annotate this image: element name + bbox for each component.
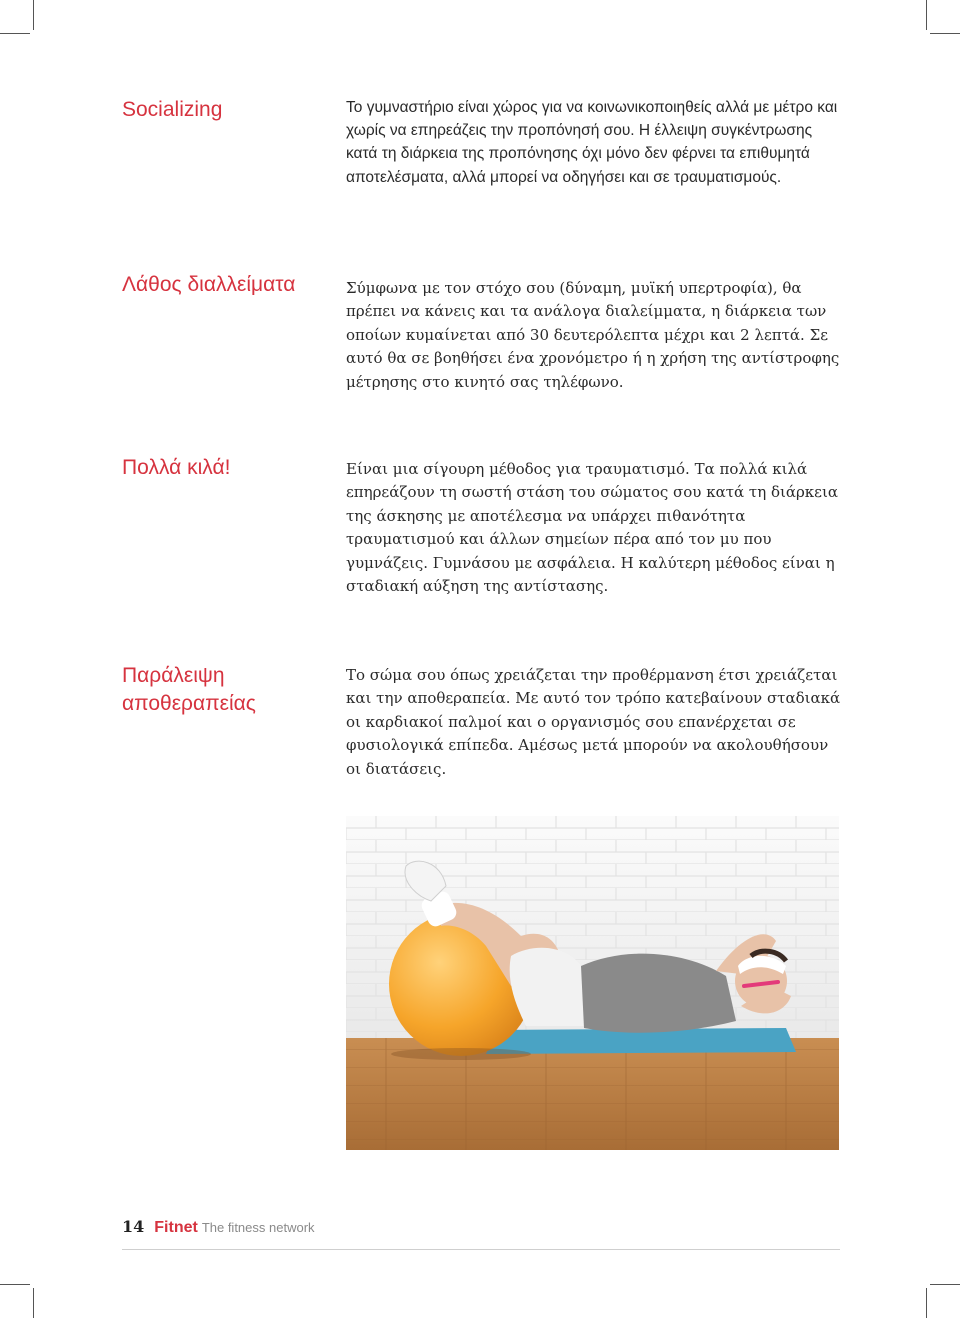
brand-name: Fitnet [154, 1219, 198, 1236]
section-heading: Παράλειψη αποθεραπείας [122, 664, 256, 715]
crop-mark [926, 0, 927, 30]
crop-mark [930, 33, 960, 34]
crop-mark [0, 1284, 30, 1285]
section-heading: Socializing [122, 98, 223, 121]
crop-mark [33, 1288, 34, 1318]
crop-mark [930, 1284, 960, 1285]
section-body: Είναι μια σίγουρη μέθοδος για τραυματισμό. Τα πολλά κιλά επηρεάζουν τη σωστή στάση του σώματος σου κατά τη διάρκεια της άσκησης με αποτέλεσμα να υπάρχει πιθανότητα τραυματισμού και άλλων σημείων πέρα από τον μυ που γυμνάζεις. Γυμνάσου με ασφάλεια. Η καλύτερη μέθοδος είναι η σταδιακή αύξηση της αντίστασης. [346, 460, 838, 596]
section-body: Σύμφωνα με τον στόχο σου (δύναμη, μυϊκή υπερτροφία), θα πρέπει να κάνεις και τα ανάλογα διαλείμματα, η διάρκεια των οποίων κυμαίνεται από 30 δευτερόλεπτα μέχρι και 2 λεπτά. Σε αυτό θα σε βοηθήσει ένα χρονόμετρο ή η χρήση της αντίστροφης μέτρησης στο κινητό σας τηλέφωνο. [346, 279, 840, 391]
footer-divider [122, 1249, 840, 1250]
crop-mark [33, 0, 34, 30]
section-heading: Πολλά κιλά! [122, 456, 231, 479]
page-footer [122, 1217, 315, 1241]
crop-mark [0, 33, 30, 34]
brand-tagline: The fitness network [201, 1220, 315, 1235]
crop-mark [926, 1288, 927, 1318]
section-heading: Λάθος διαλλείματα [122, 273, 296, 296]
page-number: 14 [122, 1217, 145, 1236]
workout-photo [346, 816, 839, 1150]
section-body: Το σώμα σου όπως χρειάζεται την προθέρμανση έτσι χρειάζεται και την αποθεραπεία. Με αυτό τον τρόπο κατεβαίνουν σταδιακά οι καρδιακοί παλμοί και ο οργανισμός σου επανέρχεται σε φυσιολογικά επίπεδα. Αμέσως μετά μπορούν να ακολουθήσουν οι διατάσεις. [346, 666, 841, 778]
section-body: Το γυμναστήριο είναι χώρος για να κοινωνικοποιηθείς αλλά με μέτρο και χωρίς να επηρεάζεις την προπόνησή σου. Η έλλειψη συγκέντρωσης κατά τη διάρκεια της προπόνησης όχι μόνο δεν φέρνει τα επιθυμητά αποτελέσματα, αλλά μπορεί να οδηγήσει και σε τραυματισμούς. [346, 99, 838, 186]
